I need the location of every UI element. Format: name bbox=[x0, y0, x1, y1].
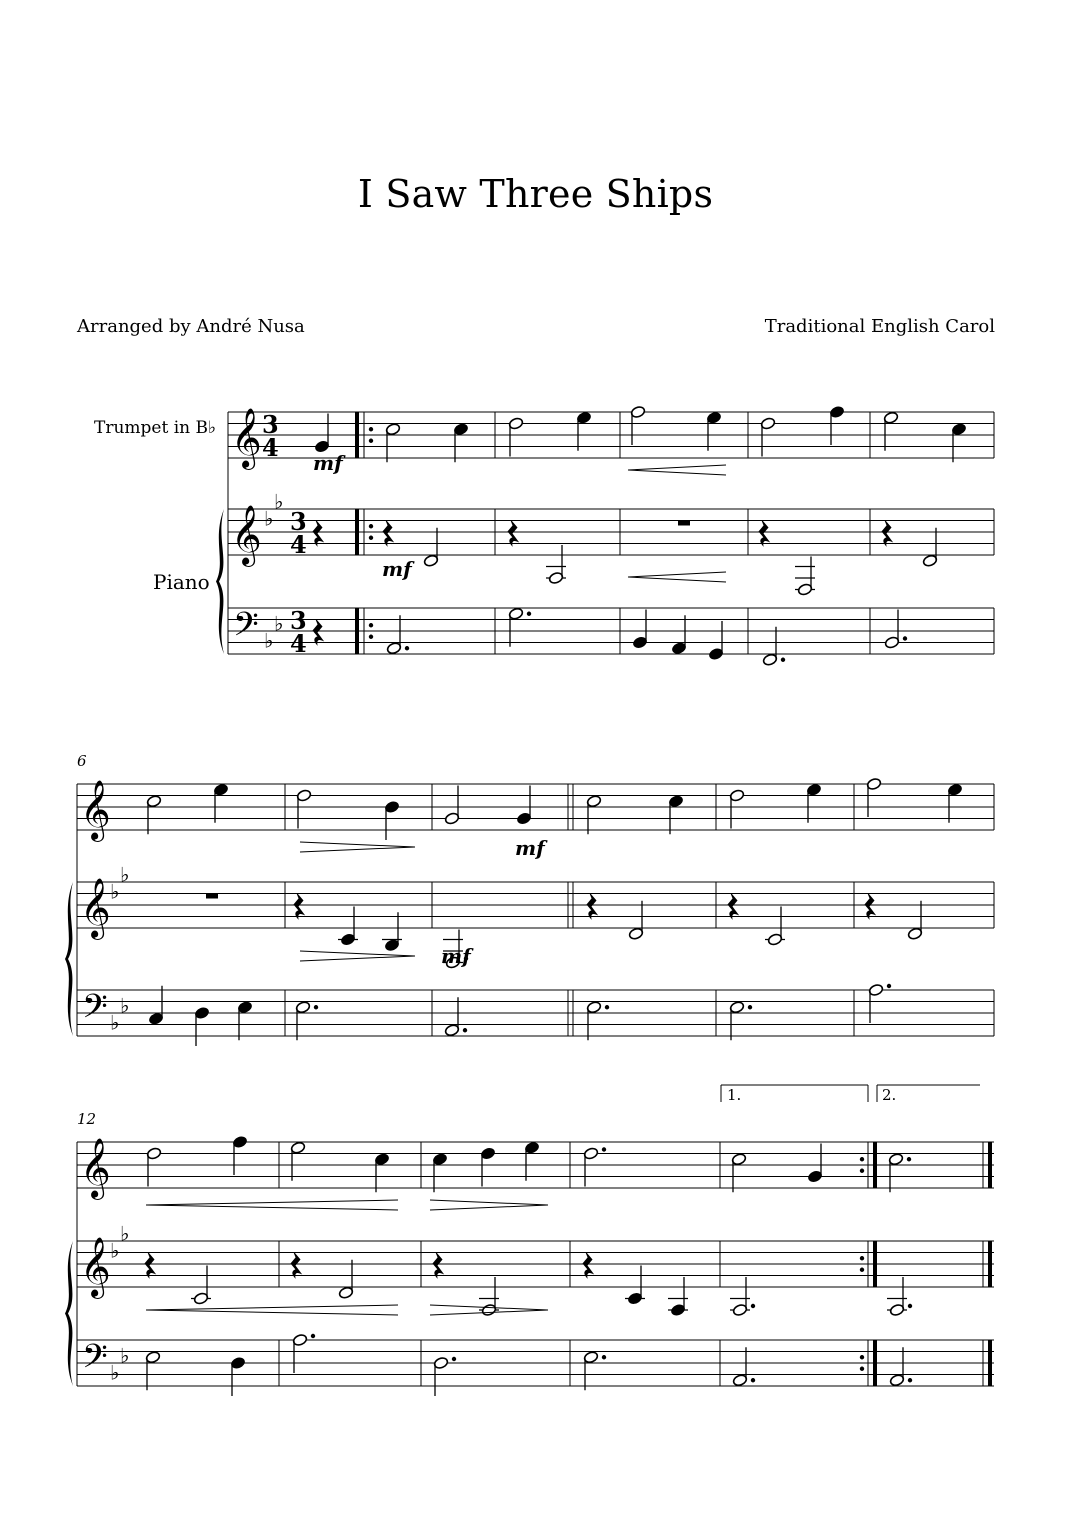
flat-icon: ♭ bbox=[264, 628, 274, 653]
measure-number: 12 bbox=[77, 1110, 97, 1128]
treble-clef-icon: 𝄞 bbox=[80, 780, 111, 840]
dynamic-mf: mf bbox=[382, 557, 412, 581]
repeat-dot bbox=[369, 536, 373, 540]
piano-brace bbox=[65, 1241, 73, 1386]
quarter-rest bbox=[587, 894, 597, 919]
time-signature-denominator: 4 bbox=[262, 433, 279, 462]
augmentation-dot bbox=[452, 1357, 456, 1361]
score-title: I Saw Three Ships bbox=[357, 172, 714, 216]
repeat-dot bbox=[860, 1157, 864, 1161]
quarter-rest bbox=[882, 521, 892, 546]
flat-icon: ♭ bbox=[120, 1343, 130, 1368]
trumpet-label: Trumpet in B♭ bbox=[94, 418, 217, 438]
augmentation-dot bbox=[605, 1005, 609, 1009]
augmentation-dot bbox=[314, 1005, 318, 1009]
flat-icon: ♭ bbox=[110, 1360, 120, 1385]
augmentation-dot bbox=[908, 1378, 912, 1382]
whole-rest bbox=[678, 521, 690, 526]
crescendo-hairpin bbox=[628, 470, 726, 475]
augmentation-dot bbox=[405, 646, 409, 650]
piano-brace bbox=[65, 882, 73, 1036]
bass-clef-icon: 𝄢 bbox=[82, 1338, 108, 1384]
piano-label: Piano bbox=[153, 570, 210, 594]
repeat-dot bbox=[369, 439, 373, 443]
whole-rest bbox=[206, 894, 218, 899]
quarter-rest bbox=[313, 521, 323, 546]
time-signature-denominator: 4 bbox=[290, 530, 307, 559]
time-signature-numerator: 3 bbox=[262, 410, 279, 439]
bass-clef-icon: 𝄢 bbox=[82, 988, 108, 1034]
augmentation-dot bbox=[903, 636, 907, 640]
treble-clef-icon: 𝄞 bbox=[80, 1237, 111, 1297]
dynamic-mf: mf bbox=[313, 451, 343, 475]
flat-icon: ♭ bbox=[274, 489, 284, 514]
augmentation-dot bbox=[887, 984, 891, 988]
flat-icon: ♭ bbox=[120, 993, 130, 1018]
crescendo-hairpin bbox=[628, 577, 726, 582]
augmentation-dot bbox=[463, 1028, 467, 1032]
repeat-dot bbox=[369, 623, 373, 627]
quarter-rest bbox=[759, 521, 769, 546]
augmentation-dot bbox=[748, 1005, 752, 1009]
crescendo-hairpin bbox=[146, 1200, 398, 1205]
flat-icon: ♭ bbox=[110, 879, 120, 904]
decrescendo-hairpin bbox=[300, 951, 415, 956]
crescendo-hairpin bbox=[628, 572, 726, 577]
volta-label-1: 1. bbox=[727, 1086, 742, 1104]
flat-icon: ♭ bbox=[274, 611, 284, 636]
augmentation-dot bbox=[781, 658, 785, 662]
augmentation-dot bbox=[527, 612, 531, 616]
treble-clef-icon: 𝄞 bbox=[231, 408, 262, 468]
crescendo-hairpin bbox=[628, 465, 726, 470]
repeat-dot bbox=[369, 524, 373, 528]
flat-icon: ♭ bbox=[120, 1221, 130, 1246]
time-signature-denominator: 4 bbox=[290, 629, 307, 658]
decrescendo-hairpin bbox=[430, 1205, 548, 1210]
dynamic-mf: mf bbox=[515, 836, 545, 860]
dynamic-mf: mf bbox=[441, 944, 471, 968]
arranger-credit: Arranged by André Nusa bbox=[77, 316, 305, 337]
measure-number: 6 bbox=[77, 752, 87, 770]
repeat-dot bbox=[860, 1367, 864, 1371]
quarter-rest bbox=[865, 894, 875, 919]
repeat-dot bbox=[860, 1268, 864, 1272]
decrescendo-hairpin bbox=[430, 1200, 548, 1205]
flat-icon: ♭ bbox=[110, 1238, 120, 1263]
decrescendo-hairpin bbox=[300, 847, 415, 852]
quarter-rest bbox=[294, 894, 304, 919]
decrescendo-hairpin bbox=[300, 842, 415, 847]
flat-icon: ♭ bbox=[110, 1010, 120, 1035]
repeat-dot bbox=[860, 1355, 864, 1359]
repeat-dot bbox=[860, 1256, 864, 1260]
crescendo-hairpin bbox=[146, 1205, 398, 1210]
quarter-rest bbox=[583, 1253, 593, 1278]
treble-clef-icon: 𝄞 bbox=[80, 1138, 111, 1198]
repeat-dot bbox=[369, 635, 373, 639]
augmentation-dot bbox=[602, 1355, 606, 1359]
treble-clef-icon: 𝄞 bbox=[80, 878, 111, 938]
quarter-rest bbox=[728, 894, 738, 919]
quarter-rest bbox=[383, 521, 393, 546]
crescendo-hairpin bbox=[146, 1310, 398, 1315]
repeat-dot bbox=[860, 1169, 864, 1173]
composer-credit: Traditional English Carol bbox=[764, 316, 995, 337]
augmentation-dot bbox=[751, 1304, 755, 1308]
augmentation-dot bbox=[311, 1334, 315, 1338]
volta-label-2: 2. bbox=[882, 1086, 897, 1104]
repeat-dot bbox=[369, 427, 373, 431]
quarter-rest bbox=[433, 1253, 443, 1278]
quarter-rest bbox=[313, 620, 323, 645]
augmentation-dot bbox=[908, 1304, 912, 1308]
quarter-rest bbox=[508, 521, 518, 546]
piano-brace bbox=[216, 509, 224, 654]
quarter-rest bbox=[145, 1253, 155, 1278]
flat-icon: ♭ bbox=[120, 862, 130, 887]
augmentation-dot bbox=[907, 1157, 911, 1161]
time-signature-numerator: 3 bbox=[290, 507, 307, 536]
crescendo-hairpin bbox=[146, 1305, 398, 1310]
augmentation-dot bbox=[602, 1147, 606, 1151]
augmentation-dot bbox=[751, 1378, 755, 1382]
flat-icon: ♭ bbox=[264, 506, 274, 531]
decrescendo-hairpin bbox=[300, 956, 415, 961]
bass-clef-icon: 𝄢 bbox=[233, 606, 259, 652]
time-signature-numerator: 3 bbox=[290, 606, 307, 635]
treble-clef-icon: 𝄞 bbox=[231, 505, 262, 565]
quarter-rest bbox=[291, 1253, 301, 1278]
